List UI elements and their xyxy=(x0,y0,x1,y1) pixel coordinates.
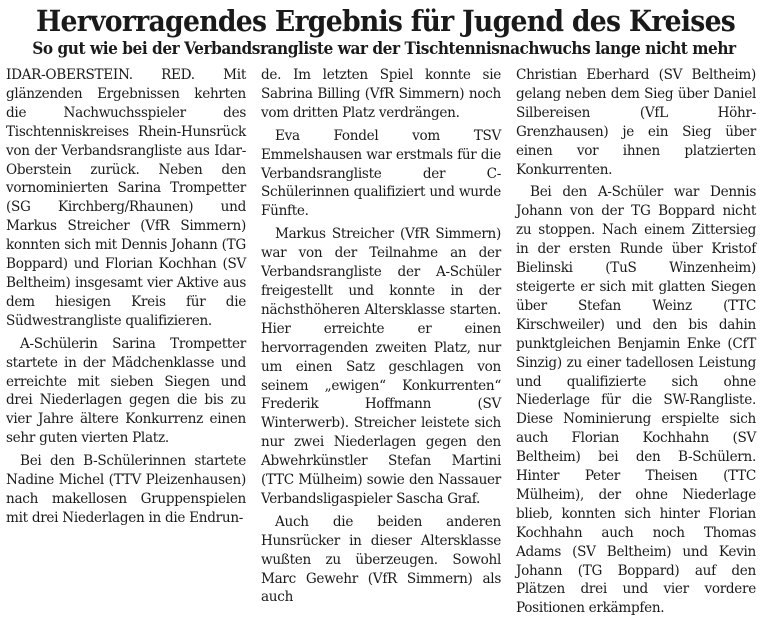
paragraph: IDAR-OBERSTEIN. RED. Mit glänzenden Ergebnissen kehrten die Nachwuchsspieler des Tischtenniskreises Rhein-Hunsrück von der Verbandsrangliste aus Idar-Oberstein zurück. Neben den vornominierten Sarina Trompetter (SG Kirchberg/Rhaunen) und Markus Streicher (VfR Simmern) konnten sich mit Dennis Johann (TG Boppard) und Florian Kochhan (SV Beltheim) insgesamt vier Aktive aus dem hiesigen Kreis für die Südwestrangliste qualifizieren. xyxy=(6,67,246,329)
column-2 xyxy=(261,66,501,622)
column-1 xyxy=(6,66,246,622)
paragraph: de. Im letzten Spiel konnte sie Sabrina Billing (VfR Simmern) noch vom dritten Platz verdrängen. xyxy=(261,67,501,121)
paragraph: Eva Fondel vom TSV Emmelshausen war erstmals für die Verbandsrangliste der C-Schülerinnen qualifiziert und wurde Fünfte. xyxy=(261,127,501,220)
paragraph: Bei den B-Schülerinnen startete Nadine Michel (TTV Pleizenhausen) nach makellosen Gruppenspielen mit drei Niederlagen in die Endrun- xyxy=(6,453,246,526)
paragraph: A-Schülerin Sarina Trompetter startete in der Mädchenklasse und erreichte mit sieben Siegen und drei Niederlagen gegen die bis zu vier Jahre ältere Konkurrenz einen sehr guten vierten Platz. xyxy=(6,335,246,447)
paragraph: Markus Streicher (VfR Simmern) war von der Teilnahme an der Verbandsrangliste der A-Schüler freigestellt und konnte in der nächsthöheren Altersklasse starten. Hier erreichte er einen hervorragenden zweiten Platz, nur um einen Satz geschlagen von seinem „ewigen“ Konkurrenten“ Frederik Hoffmann (SV Winterwerb). Streicher leistete sich nur zwei Niederlagen gegen den Abwehrkünstler Stefan Martini (TTC Mülheim) sowie den Nassauer Verbandsligaspieler Sascha Graf. xyxy=(261,226,501,507)
paragraph: Bei den A-Schüler war Dennis Johann von der TG Boppard nicht zu stoppen. Nach einem Zittersieg in der ersten Runde über Kristof Bielinski (TuS Winzenheim) steigerte er sich mit glatten Siegen über Stefan Weinz (TTC Kirschweiler) und den bis dahin punktgleichen Benjamin Enke (CfT Sinzig) zu einer tadellosen Leistung und qualifizierte sich ohne Niederlage für die SW-Rangliste. Diese Nominierung erspielte sich auch Florian Kochhahn (SV Beltheim) bei den B-Schülern. Hinter Peter Theisen (TTC Mülheim), der ohne Niederlage blieb, konnten sich hinter Florian Kochhahn auch noch Thomas Adams (SV Beltheim) und Kevin Johann (TG Boppard) auf den Plätzen drei und vier vordere Positionen erkämpfen. xyxy=(516,184,756,617)
paragraph: Auch die beiden anderen Hunsrücker in dieser Altersklasse wußten zu überzeugen. Sowohl Marc Gewehr (VfR Simmern) als auch xyxy=(261,513,501,606)
subheadline: So gut wie bei der Verbandsrangliste war der Tischtennisnachwuchs lange nicht mehr xyxy=(32,39,736,58)
article-columns xyxy=(6,66,756,622)
headline: Hervorragendes Ergebnis für Jugend des Kreises xyxy=(36,4,736,38)
column-3 xyxy=(516,66,756,622)
paragraph: Christian Eberhard (SV Beltheim) gelang neben dem Sieg über Daniel Silbereisen (VfL Höhr-Grenzhausen) je ein Sieg über einen vor ihnen platzierten Konkurrenten. xyxy=(516,67,756,178)
